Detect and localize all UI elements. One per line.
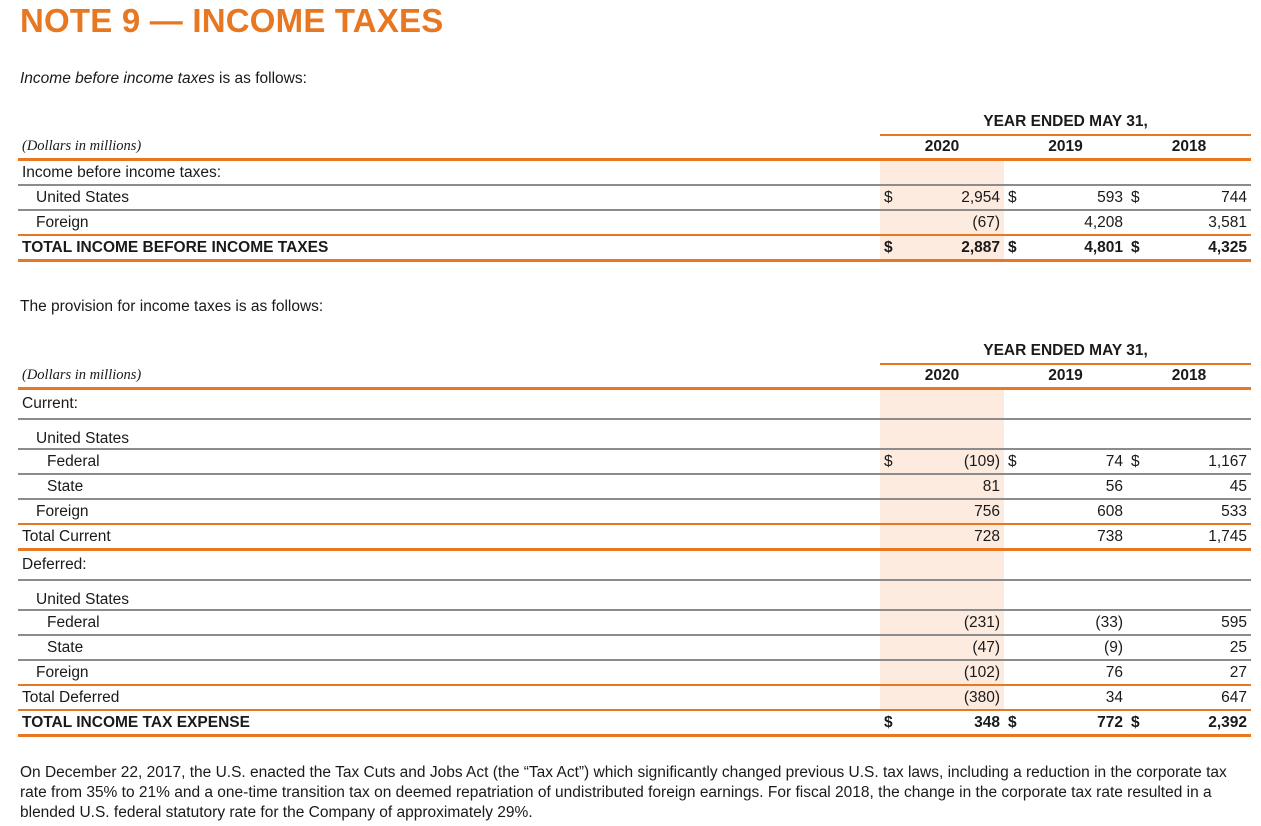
total-row [18,710,1251,736]
intro-provision: The provision for income taxes is as follows: [20,298,324,315]
currency-symbol: $ [1004,449,1022,474]
value-2020: (231) [898,610,1004,635]
currency-symbol: $ [1004,185,1022,210]
year-2019-header: 2019 [1004,364,1127,389]
section-label: Income before income taxes: [18,160,880,186]
intro-rest: is as follows: [214,70,307,87]
value-2018: 3,581 [1145,210,1251,235]
total-value-2018: 4,325 [1145,235,1251,261]
total-value-2018: 2,392 [1145,710,1251,736]
currency-symbol: $ [1004,710,1022,736]
subtotal-label: Total Current [18,524,880,550]
row-label: Federal [18,449,880,474]
year-2020-header: 2020 [880,135,1004,160]
table-row [18,449,1251,474]
tax-act-footnote: On December 22, 2017, the U.S. enacted the Tax Cuts and Jobs Act (the “Tax Act”) which significantly changed previous U.S. tax laws, including a reduction in the corporate tax rate from 35% to 21% and a one-time transition tax on deemed repatriation of undistributed foreign earnings. For fiscal 2018, the change in the corporate tax rate resulted in a blended U.S. federal statutory rate for the Company of approximately 29%. [20,764,1227,821]
value-2018: 744 [1145,185,1251,210]
currency-symbol: $ [880,185,898,210]
table-row [18,610,1251,635]
dollars-in-millions-label: (Dollars in millions) [18,364,880,389]
table-row [18,635,1251,660]
page-title: NOTE 9 — INCOME TAXES [20,2,444,39]
currency-symbol: $ [1127,185,1145,210]
section-label: Deferred: [18,550,880,581]
currency-symbol: $ [880,710,898,736]
value-2020: 2,954 [898,185,1004,210]
value-2019: 593 [1022,185,1127,210]
value-2019: 4,208 [1022,210,1127,235]
currency-symbol: $ [880,235,898,261]
value-2019: 34 [1022,685,1127,710]
section-row [18,550,1251,581]
year-ended-header: YEAR ENDED MAY 31, [880,110,1251,135]
currency-symbol: $ [1127,449,1145,474]
total-value-2020: 348 [898,710,1004,736]
value-2020: 81 [898,474,1004,499]
subtotal-row [18,524,1251,550]
value-2019: (33) [1022,610,1127,635]
value-2020: (109) [898,449,1004,474]
row-label: Federal [18,610,880,635]
value-2020: (67) [898,210,1004,235]
year-ended-header: YEAR ENDED MAY 31, [880,339,1251,364]
total-value-2019: 772 [1022,710,1127,736]
value-2020: (47) [898,635,1004,660]
value-2019: (9) [1022,635,1127,660]
dollars-in-millions-label: (Dollars in millions) [18,135,880,160]
table-row [18,499,1251,524]
table-row [18,185,1251,210]
currency-symbol [1004,210,1022,235]
value-2020: (380) [898,685,1004,710]
intro-italic: Income before income taxes [20,70,215,87]
income-before-taxes-table [18,110,1251,262]
section-row [18,160,1251,186]
currency-symbol: $ [880,449,898,474]
section-label: Current: [18,389,880,420]
value-2019: 76 [1022,660,1127,685]
value-2018: 1,167 [1145,449,1251,474]
value-2018: 45 [1145,474,1251,499]
year-2019-header: 2019 [1004,135,1127,160]
year-2018-header: 2018 [1127,364,1251,389]
value-2019: 56 [1022,474,1127,499]
value-2019: 738 [1022,524,1127,550]
total-row [18,235,1251,261]
currency-symbol: $ [1127,710,1145,736]
table-row [18,210,1251,235]
value-2018: 1,745 [1145,524,1251,550]
value-2018: 25 [1145,635,1251,660]
value-2019: 74 [1022,449,1127,474]
value-2018: 533 [1145,499,1251,524]
total-value-2020: 2,887 [898,235,1004,261]
subsection-row [18,419,1251,449]
intro-income-before-taxes [20,70,307,88]
value-2020: 756 [898,499,1004,524]
subtotal-label: Total Deferred [18,685,880,710]
row-label: United States [18,185,880,210]
total-value-2019: 4,801 [1022,235,1127,261]
subsection-label: United States [18,580,880,610]
value-2020: (102) [898,660,1004,685]
subsection-label: United States [18,419,880,449]
currency-symbol [880,210,898,235]
table-row [18,660,1251,685]
row-label: State [18,635,880,660]
provision-for-income-taxes-table [18,339,1251,737]
currency-symbol: $ [1004,235,1022,261]
subsection-row [18,580,1251,610]
currency-symbol [1127,210,1145,235]
table-row [18,474,1251,499]
row-label: Foreign [18,660,880,685]
value-2018: 27 [1145,660,1251,685]
total-label: TOTAL INCOME TAX EXPENSE [18,710,880,736]
value-2018: 595 [1145,610,1251,635]
section-row [18,389,1251,420]
row-label: State [18,474,880,499]
value-2020: 728 [898,524,1004,550]
year-2018-header: 2018 [1127,135,1251,160]
value-2018: 647 [1145,685,1251,710]
subtotal-row [18,685,1251,710]
year-2020-header: 2020 [880,364,1004,389]
currency-symbol: $ [1127,235,1145,261]
row-label: Foreign [18,499,880,524]
value-2019: 608 [1022,499,1127,524]
total-label: TOTAL INCOME BEFORE INCOME TAXES [18,235,880,261]
row-label: Foreign [18,210,880,235]
